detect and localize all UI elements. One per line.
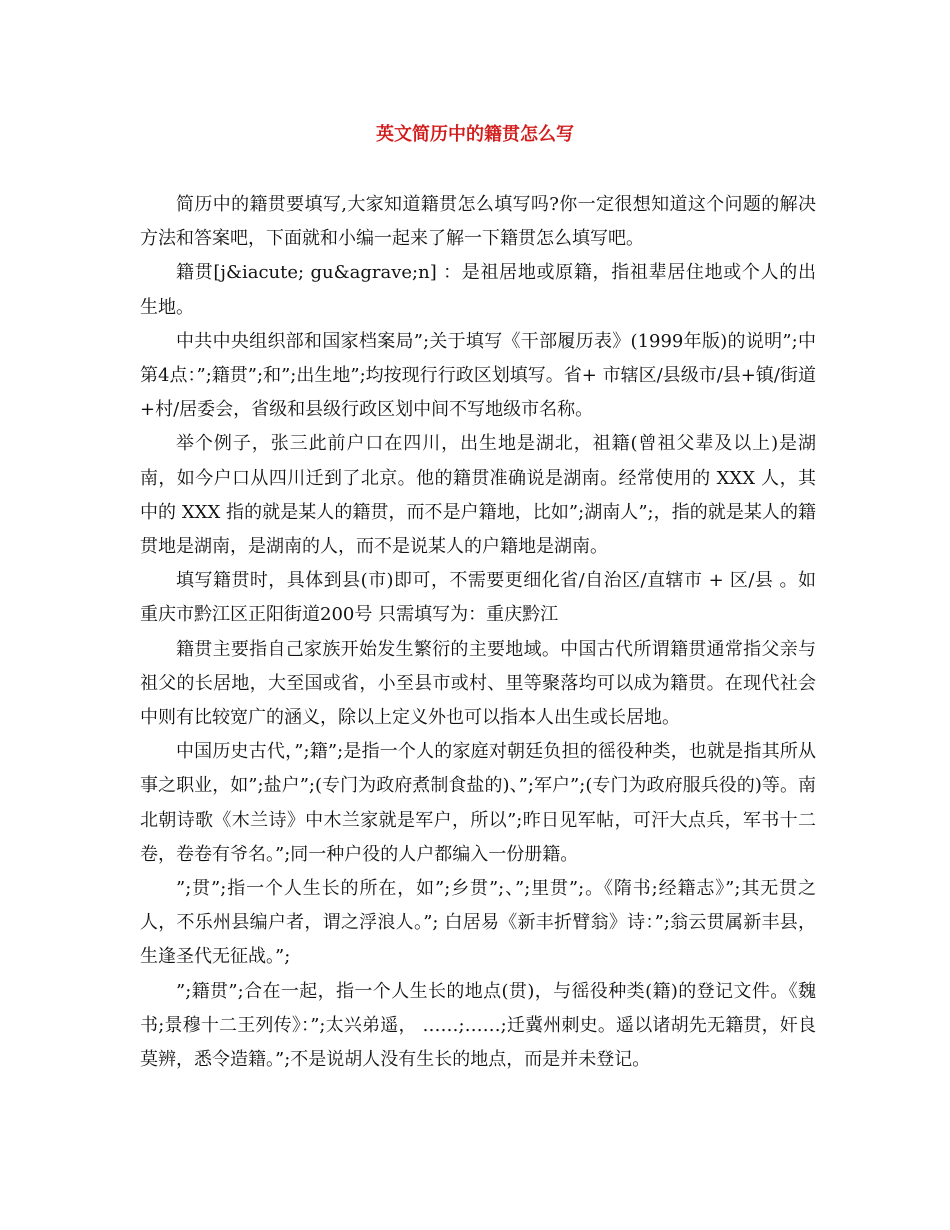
- paragraph-definition: 籍贯[j&iacute; gu&agrave;n] ：是祖居地或原籍，指祖辈居住地或个人的出生地。: [140, 262, 816, 318]
- paragraph-fill-level: 填写籍贯时，具体到县(市)即可，不需要更细化省/自治区/直辖市 + 区/县 。如重庆市黔江区正阳街道200号 只需填写为：重庆黔江: [140, 570, 816, 626]
- paragraph-history-guan: ”;贯”;指一个人生长的所在，如”;乡贯”;、”;里贯”;。《隋书;经籍志》”;其无贯之人，不乐州县编户者，谓之浮浪人。”; 白居易《新丰折臂翁》诗：”;翁云贯属新丰县，生逢圣代无征战。”;: [140, 878, 816, 968]
- paragraph-meaning: 籍贯主要指自己家族开始发生繁衍的主要地域。中国古代所谓籍贯通常指父亲与祖父的长居地，大至国或省，小至县市或村、里等聚落均可以成为籍贯。在现代社会中则有比较宽广的涵义，除以上定义外也可以指本人出生或长居地。: [140, 638, 816, 729]
- paragraph-example: 举个例子，张三此前户口在四川，出生地是湖北，祖籍(曾祖父辈及以上)是湖南，如今户口从四川迁到了北京。他的籍贯准确说是湖南。经常使用的 XXX 人，其中的 XXX 指的就是某人的籍贯，而不是户籍地，比如”;湖南人”;，指的就是某人的籍贯地是湖南，是湖南的人，而不是说某人的户籍地是湖南。: [140, 433, 816, 558]
- document-body: [140, 188, 816, 1077]
- paragraph-combined: ”;籍贯”;合在一起，指一个人生长的地点(贯)，与徭役种类(籍)的登记文件。《魏书;景穆十二王列传》：”;太兴弟遥， ……;……;迁冀州刺史。遥以诸胡先无籍贯，奸良莫辨，悉令造籍。”;不是说胡人没有生长的地点，而是并未登记。: [140, 980, 816, 1071]
- paragraph-history-ji: 中国历史古代，”;籍”;是指一个人的家庭对朝廷负担的徭役种类，也就是指其所从事之职业，如”;盐户”;(专门为政府煮制食盐的)、”;军户”;(专门为政府服兵役的)等。南北朝诗歌《木兰诗》中木兰家就是军户，所以”;昨日见军帖，可汗大点兵，军书十二卷，卷卷有爷名。”;同一种户役的人户都编入一份册籍。: [140, 741, 816, 865]
- document-title: 英文简历中的籍贯怎么写: [376, 124, 574, 145]
- paragraph-intro: 简历中的籍贯要填写,大家知道籍贯怎么填写吗?你一定很想知道这个问题的解决方法和答案吧，下面就和小编一起来了解一下籍贯怎么填写吧。: [140, 194, 816, 250]
- paragraph-official-rule: 中共中央组织部和国家档案局”;关于填写《干部履历表》(1999年版)的说明”;中第4点：”;籍贯”;和”;出生地”;均按现行行政区划填写。省+ 市辖区/县级市/县+镇/街道+村/居委会，省级和县级行政区划中间不写地级市名称。: [140, 330, 816, 421]
